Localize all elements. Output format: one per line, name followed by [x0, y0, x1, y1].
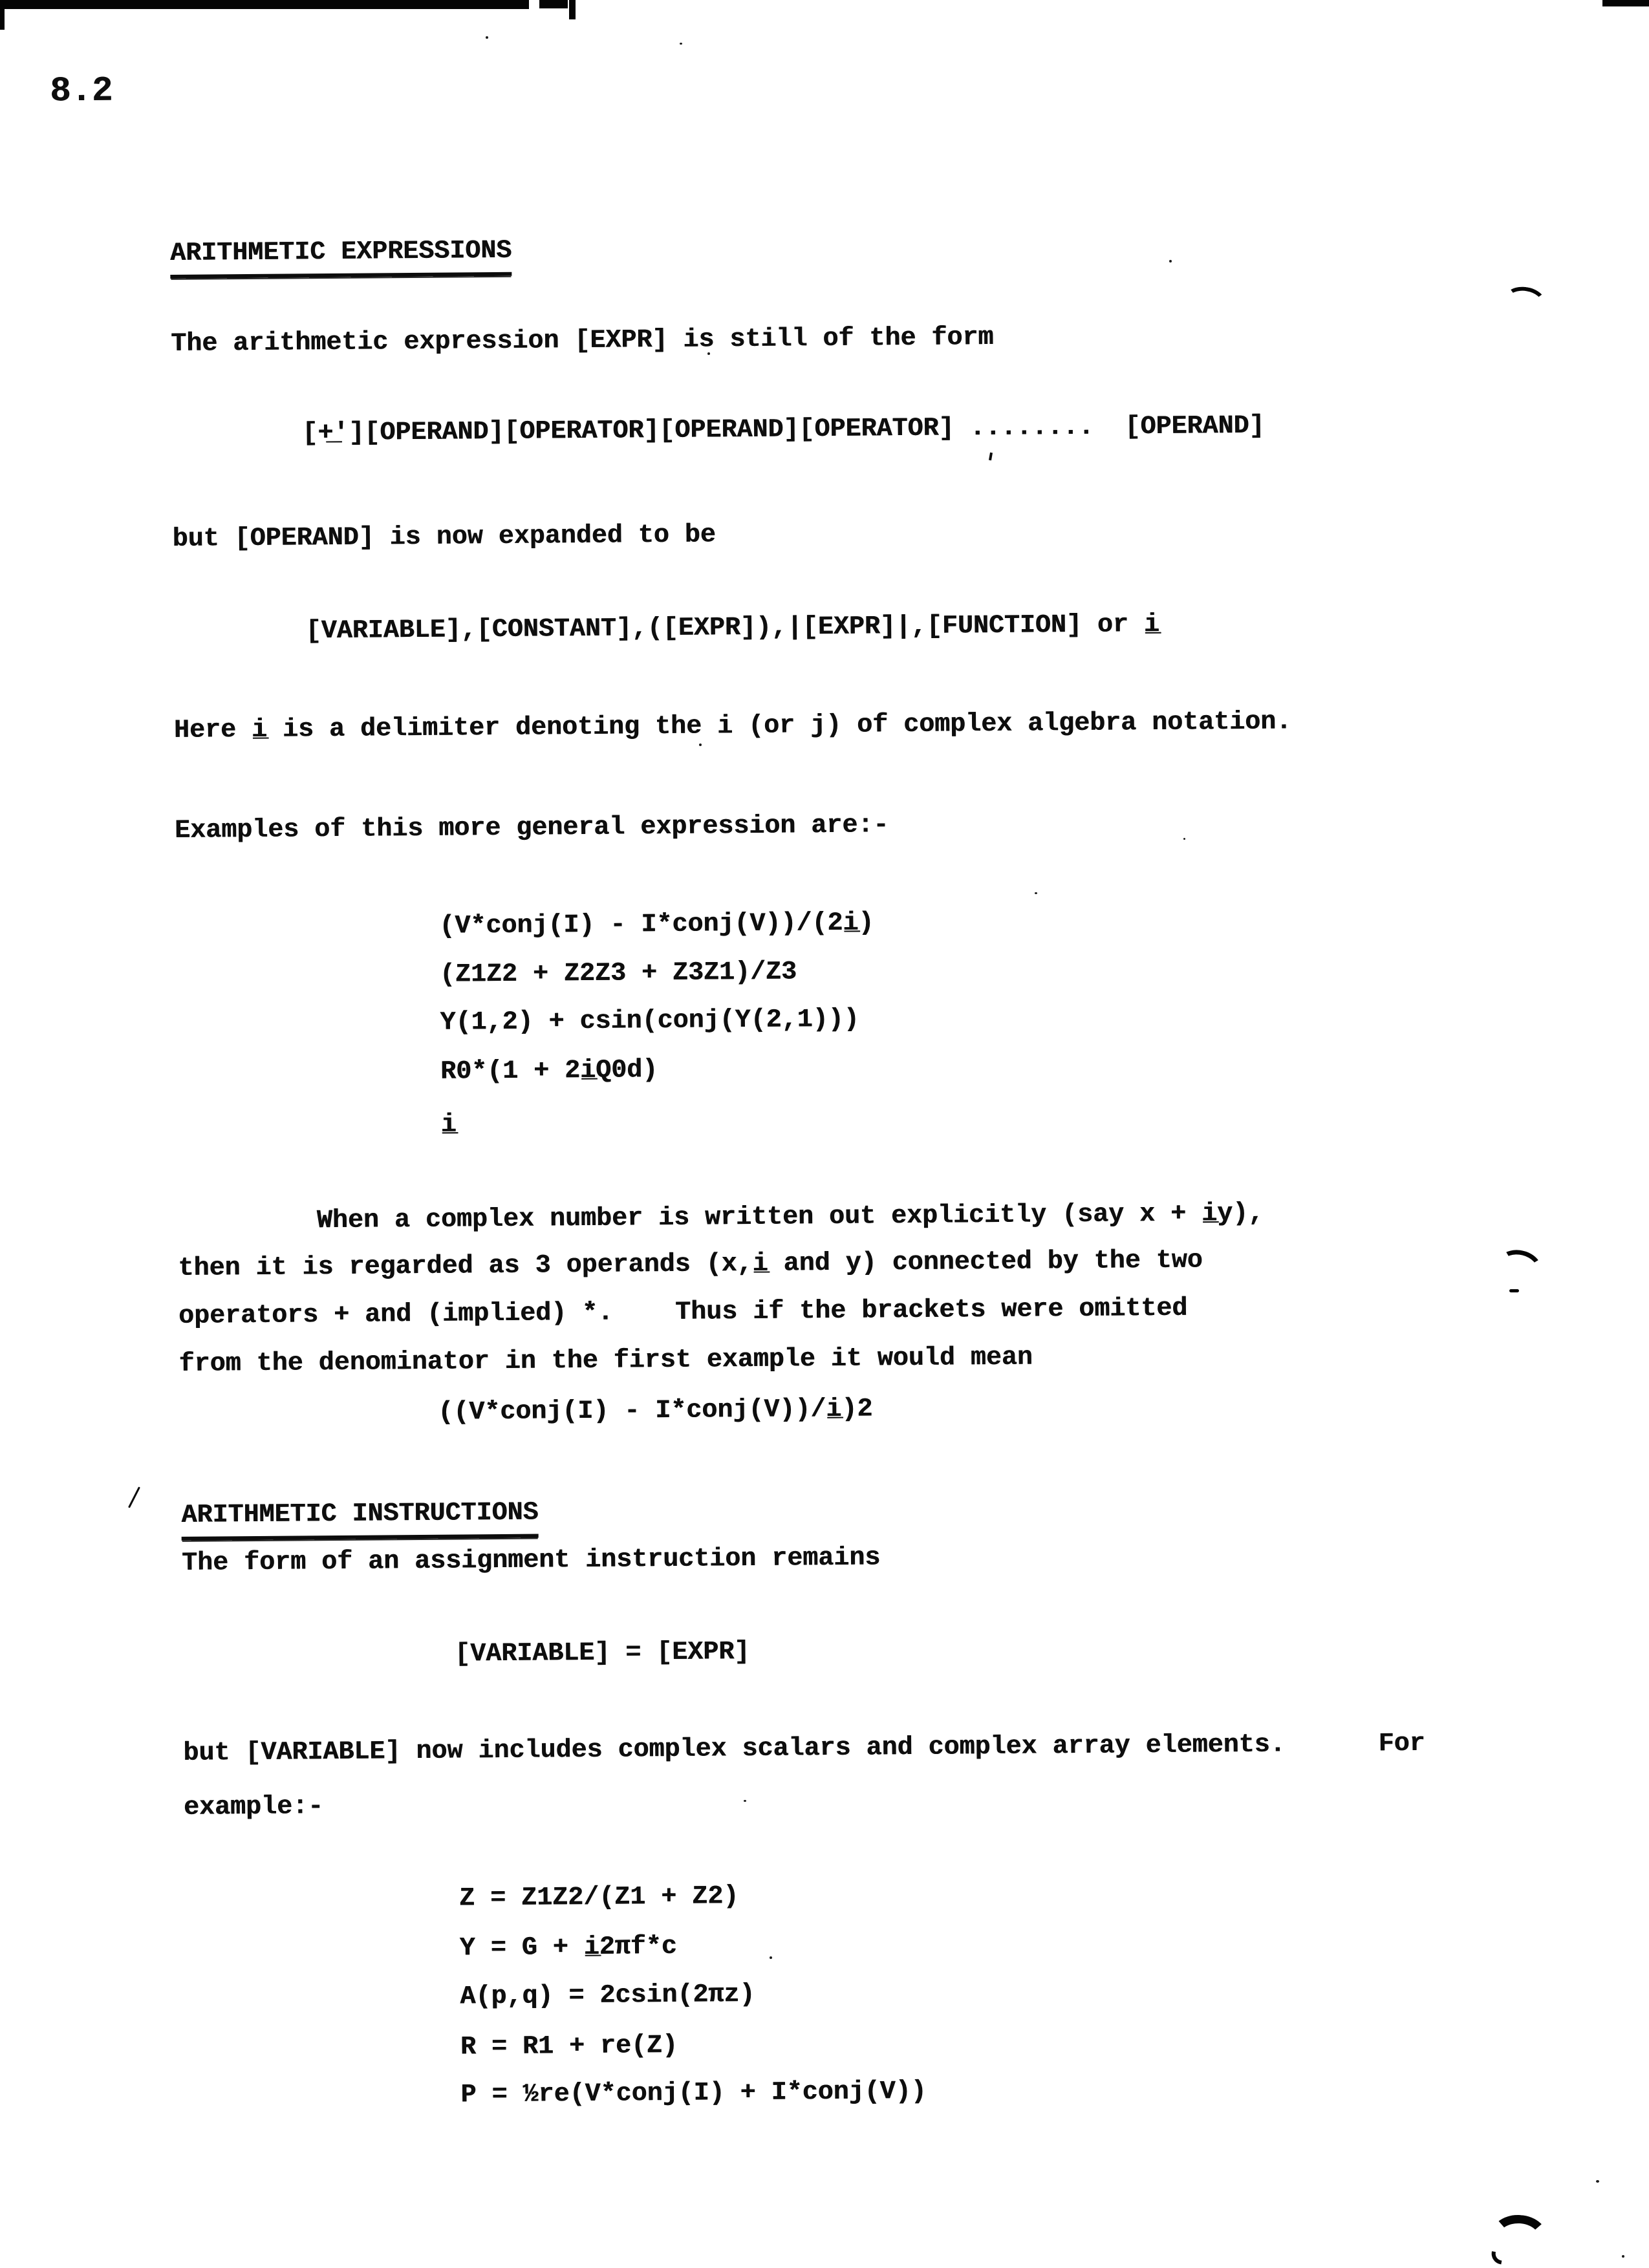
unbracketed-meaning-line: ((V*conj(I) - I*conj(V))/i̲)2: [438, 1395, 873, 1428]
assignment-form-line: [VARIABLE] = [EXPR]: [454, 1637, 750, 1669]
assignment-example: P = ½re(V*conj(I) + I*conj(V)): [460, 2077, 927, 2110]
assignment-example: Z = Z1Z2/(Z1 + Z2): [458, 1882, 739, 1914]
operand-intro: but [OPERAND] is now expanded to be: [172, 520, 716, 554]
instructions-note-line: but [VARIABLE] now includes complex scalars and complex array elements. For: [183, 1729, 1425, 1768]
assignment-example: A(p,q) = 2csin(2πz): [460, 1980, 755, 2012]
instructions-note-line: example:-: [183, 1792, 324, 1823]
expressions-intro: The arithmetic expression [EXPR] is still of the form: [171, 323, 994, 359]
assignment-example: R = R1 + re(Z): [460, 2031, 678, 2062]
expression-example: R0*(1 + 2i̲Q0d): [440, 1056, 658, 1087]
explanation-line: then it is regarded as 3 operands (x,i̲ and y) connected by the two: [178, 1246, 1203, 1283]
examples-intro: Examples of this more general expression are:-: [174, 811, 889, 846]
expression-example: (Z1Z2 + Z2Z3 + Z3Z1)/Z3: [439, 957, 797, 990]
explanation-line: When a complex number is written out explicitly (say x + i̲y),: [316, 1199, 1264, 1236]
assignment-example: Y = G + i̲2πf*c: [459, 1932, 677, 1963]
section-expressions-heading: ARITHMETIC EXPRESSIONS: [170, 237, 512, 279]
scan-speck: [1622, 2255, 1624, 2258]
instructions-intro: The form of an assignment instruction remains: [181, 1543, 881, 1578]
section-instructions-heading: ARITHMETIC INSTRUCTIONS: [181, 1499, 539, 1541]
general-form-line: [+̲'][OPERAND][OPERATOR][OPERAND][OPERATOR] ........ [OPERAND]: [302, 411, 1265, 449]
operand-expansion-line: [VARIABLE],[CONSTANT],([EXPR]),|[EXPR]|,[FUNCTION] or i̲: [305, 610, 1160, 647]
page-number: 8.2: [49, 71, 113, 112]
expression-example: (V*conj(I) - I*conj(V))/(2i̲): [439, 908, 874, 941]
delimiter-note: Here i̲ is a delimiter denoting the i (or j) of complex algebra notation.: [173, 707, 1292, 745]
explanation-line: operators + and (implied) *. Thus if the brackets were omitted: [178, 1294, 1188, 1331]
explanation-line: from the denominator in the first example it would mean: [178, 1343, 1033, 1379]
expression-example: i̲: [440, 1110, 457, 1140]
expression-example: Y(1,2) + csin(conj(Y(2,1))): [440, 1005, 859, 1038]
